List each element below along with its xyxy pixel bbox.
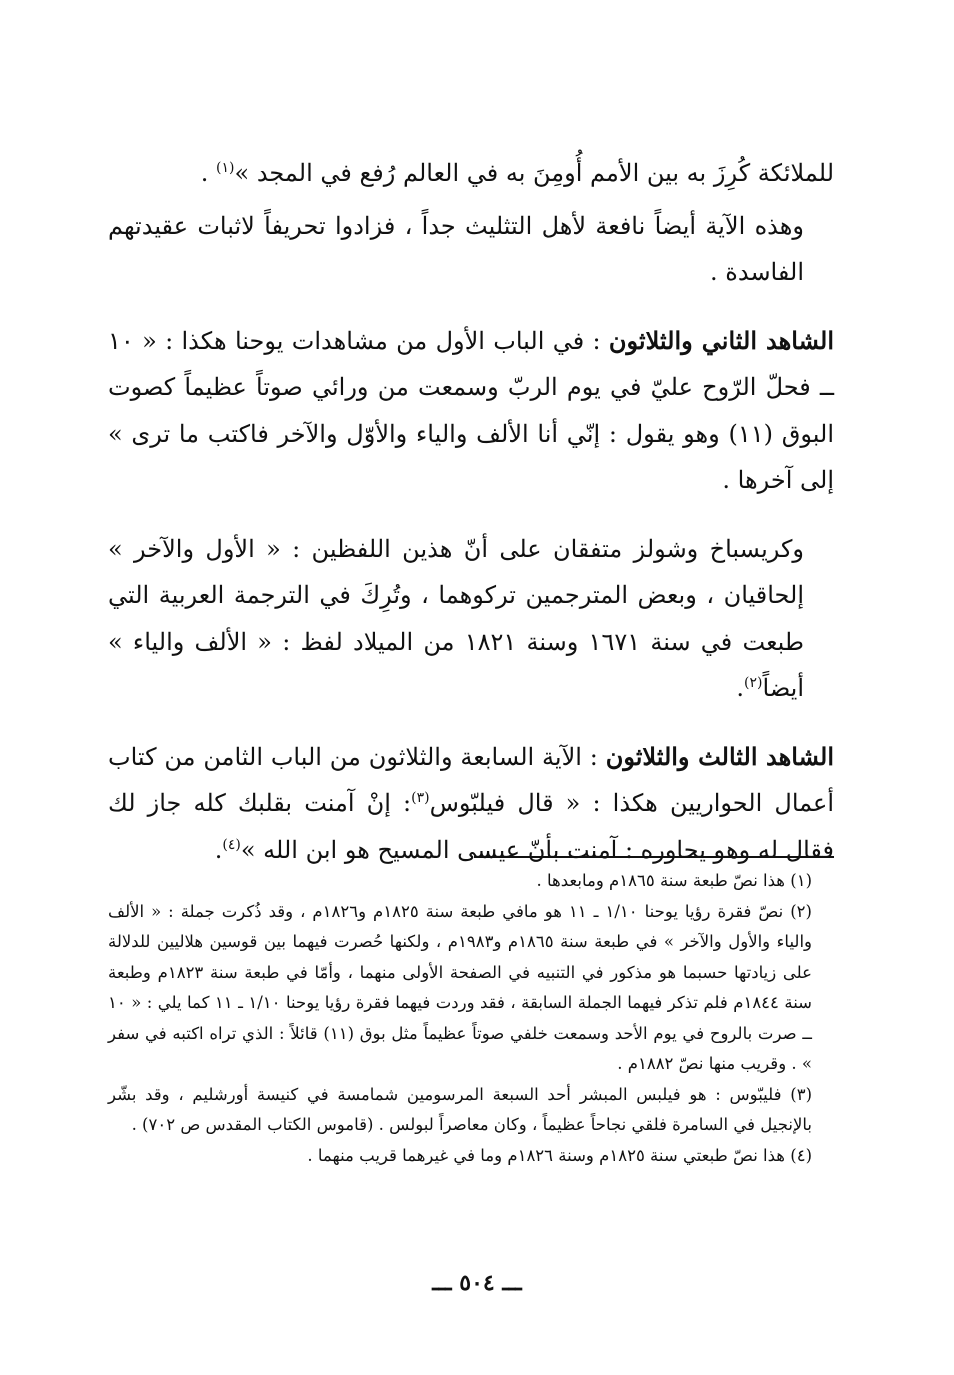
- witness-33-heading: الشاهد الثالث والثلاثون: [605, 741, 834, 771]
- footnote-3: (٣) فليبّوس : هو فيلبس المبشر أحد السبعة المرسومين شمامسة في كنيسة أورشليم ، وقد بشّر بالإنجيل في السامرة فلقي نجاحاً عظيماً ، وكان معاصراً لبولس . (قاموس الكتاب المقدس ص ٧٠٢) .: [108, 1084, 812, 1134]
- paragraph-1: [108, 150, 834, 197]
- footnote-4: (٤) هذا نصّ طبعتي سنة ١٨٢٥م وسنة ١٨٢٦م وما في غيرهما قريب منهما .: [307, 1145, 812, 1165]
- paragraph-5-text-b: : إنْ آمنت بقلبك كله جاز لك فقال له وهو يحاوره : آمنت بأنّ عيسى المسيح هو ابن الله »: [108, 789, 834, 864]
- paragraph-3-text: : في الباب الأول من مشاهدات يوحنا هكذا : « ١٠ ــ فحلّ الرّوح عليّ في يوم الربّ وسمعت من ورائي صوتاً عظيماً كصوت البوق (١١) وهو يقول : إنّي أنا الألف والياء والأوّل والآخر فاكتب ما ترى » إلى آخرها .: [108, 326, 835, 494]
- paragraph-1-end: .: [200, 159, 217, 187]
- footnote-ref-3: (٣): [411, 790, 430, 806]
- page-number: ـــ ٥٠٤ ـــ: [432, 1270, 522, 1296]
- footnote-separator: [474, 856, 834, 858]
- paragraph-4-text: وكريسباخ وشولز متفقان على أنّ هذين اللفظين : « الأول والآخر » إلحاقيان ، وبعض المترجمين تركوهما ، وتُرِكَ في الترجمة العربية التي طبعت في سنة ١٦٧١ وسنة ١٨٢١ من الميلاد لفظ : « الألف والياء » أيضاً: [108, 534, 805, 702]
- footnotes: [108, 866, 834, 1171]
- main-text: [108, 150, 834, 873]
- footnote-2: (٢) نصّ فقرة رؤيا يوحنا ١/١٠ ـ ١١ هو مافي طبعة سنة ١٨٢٥م و١٨٢٦م ، وقد ذُكرت جملة : « الألف والياء والأول والآخر » في طبعة سنة ١٨٦٥م و١٩٨٣م ، ولكنها حُصرت فيهما بين قوسين هلاليين للدلالة على زيادتها حسبما هو مذكور في التنبيه في الصفحة الأولى منهما ، وأمّا في طبعة سنة ١٨٢٣م وطبعة سنة ١٨٤٤م فلم تذكر فيهما الجملة السابقة ، فقد وردت فيهما فقرة رؤيا يوحنا ١/١٠ ـ ١١ كما يلي : « ١٠ ــ صرت بالروح في يوم الأحد وسمعت خلفي صوتاً عظيماً مثل بوق (١١) قائلاً : الذي تراه اكتبه في سفر » . وقريب منها نصّ ١٨٨٢م .: [108, 901, 813, 1073]
- footnote-ref-2: (٢): [744, 675, 763, 691]
- footnote-ref-4: (٤): [222, 836, 241, 853]
- paragraph-4-end: .: [736, 674, 745, 702]
- footnote-1: (١) هذا نصّ طبعة سنة ١٨٦٥م ومابعدها .: [536, 871, 812, 890]
- paragraph-2: [108, 203, 834, 296]
- paragraph-3: [108, 318, 834, 504]
- paragraph-5-text-a: : الآية السابعة والثلاثون من الباب الثامن من كتاب أعمال الحواريين هكذا : « قال فيلبّوس: [108, 742, 834, 817]
- paragraph-5-end: .: [214, 835, 223, 864]
- paragraph-4: [108, 526, 834, 712]
- witness-32-heading: الشاهد الثاني والثلاثون: [608, 325, 834, 355]
- footnote-ref-1: (١): [216, 160, 235, 176]
- paragraph-2-text: وهذه الآية أيضاً نافعة لأهل التثليث جداً ، فزادوا تحريفاً لاثبات عقيدتهم الفاسدة .: [108, 211, 804, 286]
- paragraph-1-text: للملائكة كُرِزَ به بين الأمم أُومِنَ به في العالم رُفع في المجد »: [234, 159, 834, 187]
- paragraph-5: [108, 734, 834, 874]
